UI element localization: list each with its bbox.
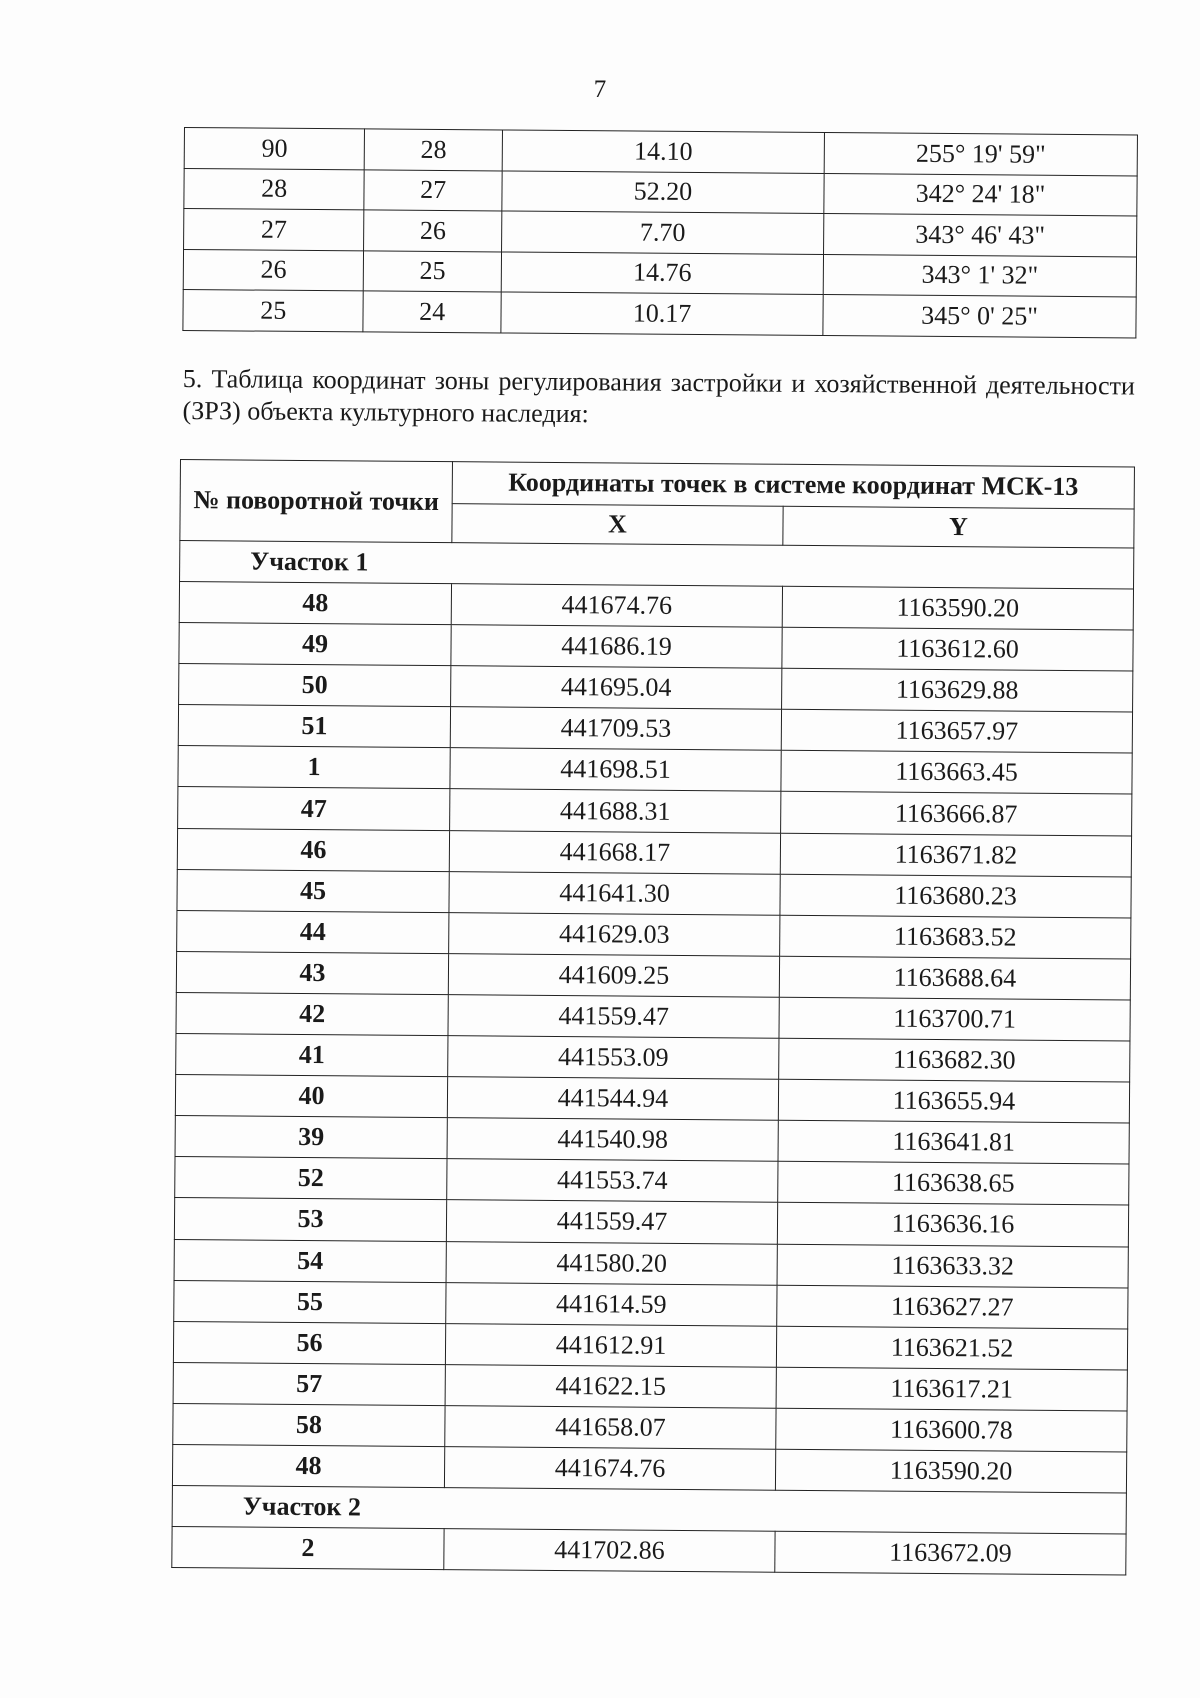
y-coordinate-cell: 1163612.60 [782, 627, 1133, 671]
y-coordinate-cell: 1163683.52 [780, 915, 1131, 959]
x-coordinate-cell: 441609.25 [448, 953, 779, 997]
x-coordinate-cell: 441641.30 [449, 871, 780, 915]
x-coordinate-cell: 441612.91 [445, 1323, 776, 1367]
x-coordinate-cell: 441553.74 [447, 1159, 778, 1203]
x-coordinate-cell: 441614.59 [446, 1282, 777, 1326]
point-number-cell: 51 [178, 705, 450, 748]
point-number-cell: 55 [174, 1280, 446, 1323]
from-point-cell: 25 [183, 289, 364, 331]
coordinates-table [171, 459, 1135, 1576]
point-number-cell: 47 [178, 787, 450, 830]
header-point-number: № поворотной точки [180, 460, 453, 543]
x-coordinate-cell: 441622.15 [445, 1364, 776, 1408]
bearing-cell: 343° 46' 43" [824, 214, 1137, 257]
y-coordinate-cell: 1163638.65 [778, 1162, 1129, 1206]
bearing-cell: 342° 24' 18" [824, 173, 1137, 216]
point-number-cell: 39 [175, 1116, 447, 1159]
x-coordinate-cell: 441698.51 [450, 748, 781, 792]
header-x: X [452, 503, 783, 545]
y-coordinate-cell: 1163700.71 [779, 997, 1130, 1041]
point-number-cell: 44 [177, 910, 449, 953]
x-coordinate-cell: 441686.19 [451, 625, 782, 669]
x-coordinate-cell: 441674.76 [451, 584, 782, 628]
point-number-cell: 2 [172, 1527, 444, 1570]
section-5-paragraph: 5. Таблица координат зоны регулирования застройки и хозяйственной деятельности (ЗРЗ) объекта культурного наследия: [182, 363, 1135, 429]
x-coordinate-cell: 441702.86 [444, 1529, 775, 1573]
distance-cell: 14.10 [502, 130, 824, 173]
point-number-cell: 56 [173, 1321, 445, 1364]
point-number-cell: 53 [174, 1198, 446, 1241]
y-coordinate-cell: 1163600.78 [776, 1408, 1127, 1452]
to-point-cell: 28 [365, 129, 503, 171]
point-number-cell: 54 [174, 1239, 446, 1282]
x-coordinate-cell: 441629.03 [449, 912, 780, 956]
section-title: Участок 2 [172, 1486, 1126, 1534]
x-coordinate-cell: 441559.47 [446, 1200, 777, 1244]
x-coordinate-cell: 441580.20 [446, 1241, 777, 1285]
table-row [172, 1527, 1126, 1576]
y-coordinate-cell: 1163672.09 [775, 1531, 1126, 1575]
from-point-cell: 26 [183, 249, 364, 291]
distance-cell: 7.70 [502, 211, 824, 254]
y-coordinate-cell: 1163617.21 [776, 1367, 1127, 1411]
y-coordinate-cell: 1163671.82 [780, 833, 1131, 877]
y-coordinate-cell: 1163657.97 [781, 710, 1132, 754]
x-coordinate-cell: 441668.17 [449, 830, 780, 874]
distance-cell: 52.20 [502, 171, 824, 214]
point-number-cell: 41 [176, 1034, 448, 1077]
section-title: Участок 1 [180, 541, 1134, 589]
y-coordinate-cell: 1163633.32 [777, 1244, 1128, 1288]
x-coordinate-cell: 441540.98 [447, 1118, 778, 1162]
x-coordinate-cell: 441544.94 [447, 1077, 778, 1121]
bearing-row [183, 289, 1136, 337]
bearing-cell: 255° 19' 59" [824, 133, 1137, 176]
y-coordinate-cell: 1163663.45 [781, 751, 1132, 795]
y-coordinate-cell: 1163621.52 [776, 1326, 1127, 1370]
from-point-cell: 27 [184, 209, 365, 251]
point-number-cell: 50 [179, 664, 451, 707]
point-number-cell: 48 [179, 582, 451, 625]
point-number-cell: 52 [175, 1157, 447, 1200]
to-point-cell: 24 [363, 291, 501, 333]
distance-cell: 14.76 [501, 251, 823, 294]
from-point-cell: 28 [184, 168, 365, 210]
point-number-cell: 46 [177, 828, 449, 871]
x-coordinate-cell: 441658.07 [445, 1405, 776, 1449]
bearing-cell: 345° 0' 25" [823, 295, 1136, 338]
point-number-cell: 1 [178, 746, 450, 789]
x-coordinate-cell: 441688.31 [450, 789, 781, 833]
page-number: 7 [593, 76, 607, 103]
y-coordinate-cell: 1163666.87 [781, 792, 1132, 836]
point-number-cell: 49 [179, 623, 451, 666]
header-y: Y [783, 506, 1134, 548]
y-coordinate-cell: 1163641.81 [778, 1120, 1129, 1164]
point-number-cell: 45 [177, 869, 449, 912]
point-number-cell: 48 [172, 1444, 444, 1487]
point-number-cell: 40 [175, 1075, 447, 1118]
to-point-cell: 25 [364, 250, 502, 292]
from-point-cell: 90 [184, 128, 365, 170]
y-coordinate-cell: 1163636.16 [777, 1203, 1128, 1247]
x-coordinate-cell: 441709.53 [450, 707, 781, 751]
y-coordinate-cell: 1163590.20 [782, 586, 1133, 630]
point-number-cell: 58 [173, 1403, 445, 1446]
point-number-cell: 57 [173, 1362, 445, 1405]
y-coordinate-cell: 1163680.23 [780, 874, 1131, 918]
x-coordinate-cell: 441674.76 [444, 1447, 775, 1491]
point-number-cell: 42 [176, 992, 448, 1035]
to-point-cell: 26 [364, 210, 502, 252]
y-coordinate-cell: 1163655.94 [778, 1079, 1129, 1123]
y-coordinate-cell: 1163629.88 [782, 668, 1133, 712]
header-coordinates: Координаты точек в системе координат МСК-13 [452, 462, 1134, 509]
distance-cell: 10.17 [501, 292, 823, 335]
y-coordinate-cell: 1163682.30 [779, 1038, 1130, 1082]
to-point-cell: 27 [364, 169, 502, 211]
bearings-table [182, 127, 1138, 338]
x-coordinate-cell: 441553.09 [448, 1036, 779, 1080]
bearing-cell: 343° 1' 32" [823, 254, 1136, 297]
y-coordinate-cell: 1163627.27 [777, 1285, 1128, 1329]
y-coordinate-cell: 1163590.20 [775, 1449, 1126, 1493]
y-coordinate-cell: 1163688.64 [779, 956, 1130, 1000]
point-number-cell: 43 [176, 951, 448, 994]
x-coordinate-cell: 441695.04 [451, 666, 782, 710]
x-coordinate-cell: 441559.47 [448, 995, 779, 1039]
